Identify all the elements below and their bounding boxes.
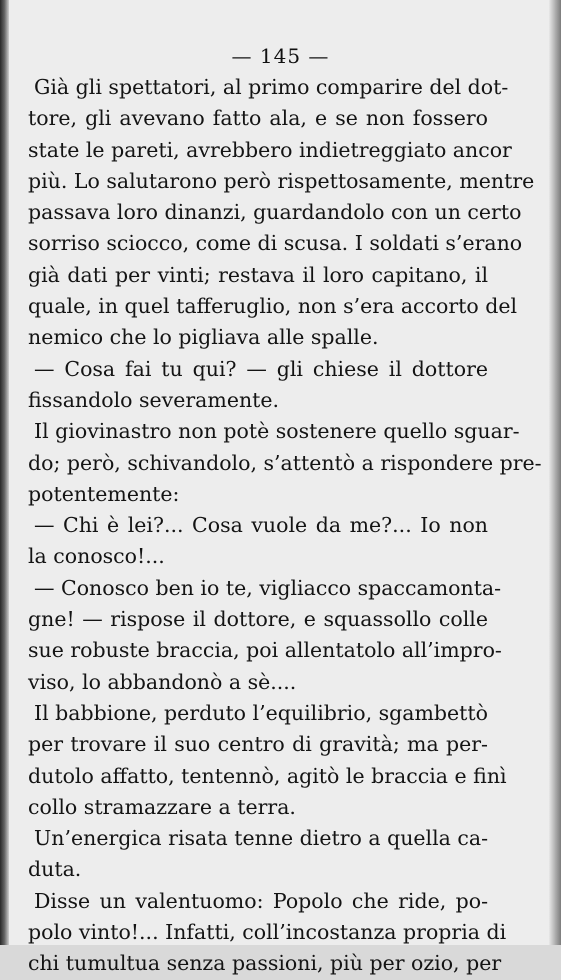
text-line: — Conosco ben io te, vigliacco spaccamonta- — [34, 575, 502, 600]
text-line: polo vinto!... Infatti, coll’incostanza propria di — [28, 920, 507, 945]
page-left-edge — [0, 0, 9, 945]
text-line: dutolo affatto, tentennò, agitò le braccia e finì — [28, 763, 507, 788]
text-line: viso, lo abbandonò a sè.... — [28, 669, 297, 694]
text-line: duta. — [28, 857, 82, 882]
text-line: potentemente: — [28, 481, 180, 506]
text-line: Disse un valentuomo: Popolo che ride, po- — [34, 888, 488, 913]
page-number: — 145 — — [231, 44, 330, 68]
text-line: collo stramazzare a terra. — [28, 794, 296, 819]
body-text — [28, 72, 542, 980]
text-line: Il giovinastro non potè sostenere quello sguar- — [34, 419, 520, 444]
text-line: sorriso sciocco, come di scusa. I soldati s’erano — [28, 231, 523, 256]
text-line: Il babbione, perduto l’equilibrio, sgambettò — [34, 700, 488, 725]
text-line: gne! — rispose il dottore, e squassollo colle — [28, 607, 488, 632]
page-right-edge — [549, 0, 561, 945]
text-line: tore, gli avevano fatto ala, e se non fossero — [28, 106, 488, 131]
text-line: — Chi è lei?... Cosa vuole da me?... Io non — [34, 513, 488, 538]
text-line: — Cosa fai tu qui? — gli chiese il dottore — [34, 356, 488, 381]
text-line: la conosco!... — [28, 544, 165, 569]
text-line: state le pareti, avrebbero indietreggiato ancor — [28, 137, 512, 162]
text-line: già dati per vinti; restava il loro capitano, il — [28, 262, 488, 287]
text-line: Un’energica risata tenne dietro a quella ca- — [34, 826, 489, 851]
text-line: quale, in quel tafferuglio, non s’era accorto del — [28, 294, 518, 319]
text-line: più. Lo salutarono però rispettosamente, mentre — [28, 168, 535, 193]
text-line: Già gli spettatori, al primo comparire del dot- — [34, 75, 509, 99]
text-line: sue robuste braccia, poi allentatolo all’impro- — [28, 638, 502, 663]
text-line: chi tumultua senza passioni, più per ozio, per — [28, 951, 502, 976]
text-line: do; però, schivandolo, s’attentò a rispondere pre- — [28, 450, 542, 475]
text-line: per trovare il suo centro di gravità; ma per- — [28, 732, 488, 757]
text-line: passava loro dinanzi, guardandolo con un certo — [28, 200, 522, 225]
text-line: fissandolo severamente. — [28, 387, 280, 412]
text-line: nemico che lo pigliava alle spalle. — [28, 325, 379, 350]
